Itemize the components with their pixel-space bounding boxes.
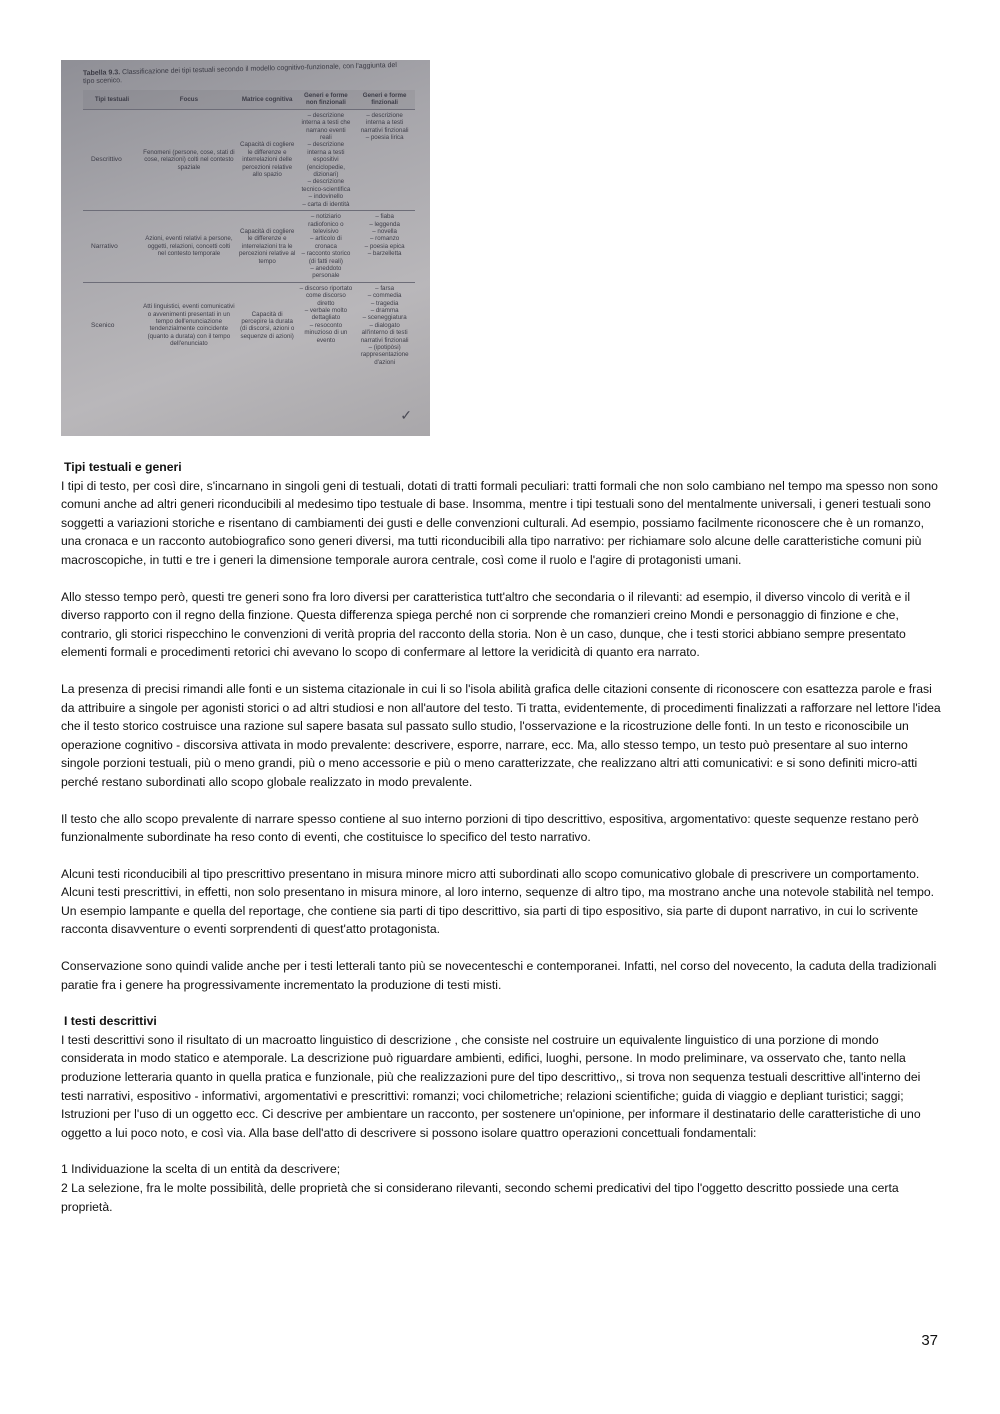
classification-table [83,90,415,368]
list-item: – descrizione tecnico-scientifica [301,178,351,193]
table-row [83,282,415,368]
list-item: – carta di identità [302,200,350,208]
table-header-cell: Tipi testuali [83,90,141,109]
table-row [83,109,415,210]
table-header-cell: Focus [141,90,237,109]
table-cell-non-finzionali [298,109,355,210]
table-caption-text: Classificazione dei tipi testuali secondo il modello cognitivo-funzionale, con l'aggiunta del tipo scenico. [83,61,397,86]
list-item: – dramma [370,306,399,314]
list-item: – novella [372,227,398,235]
paragraph-gap [61,570,941,588]
table-header-cell: Generi e forme non finzionali [298,90,355,109]
table-cell-type: Narrativo [83,211,141,283]
paragraph-gap [61,994,941,1012]
list-item: – indovinello [308,193,344,201]
table-cell-finzionali [354,109,415,210]
paragraph-gap [61,847,941,865]
paragraph: I testi descrittivi sono il risultato di un macroatto linguistico di descrizione , che consiste nel costruire un equivalente linguistico di una porzione di mondo considerata in modo statico e atemporale. La descrizione può riguardare ambienti, edifici, luoghi, persone. In modo preliminare, va osservato che, tanto nella produzione letteraria quanto in quella pratica e funzionale, più che realizzazioni pure del tipo descrittivo,, si trova non sequenza testuali descrittive all'interno dei testi narrativi, espositivo - informativi, argomentativi e prescrittivi: romanzi; voci chilometriche; relazioni scientifiche; guida di viaggio e depliant turistici; saggi; Istruzioni per l'uso di un oggetto ecc. Ci descrive per ambientare un racconto, per sostenere un'opinione, per informare il destinatario delle caratteristiche di uno oggetto a lui poco noto, e così via. Alla base dell'atto di descrivere si possono isolare quattro operazioni concettuali fondamentali: [61,1032,921,1140]
list-item: – descrizione interna a testi espositivi (enciclopedie, dizionari) [306,141,345,179]
paragraph: Allo stesso tempo però, questi tre generi sono fra loro diversi per caratteristica tutt'altro che secondaria o il rilevanti: ad esempio, il diverso vincolo di verità e il diverso rapporto con il regno della finzione. Questa differenza spiega perché non ci sorprende che romanzieri creino Mondi e personaggio di finzione e che, contrario, gli storici rispecchino le convenzioni di verità propria del racconto della storia. Non è un caso, dunque, che i testi storici abbiano sempre presentato elementi formali e procedimenti retorici chi avevano lo scopo di confermare al lettore la veridicità di quanto era narrato. [61,589,911,660]
table-cell-focus: Azioni, eventi relativi a persone, oggetti, relazioni, concetti colti nel contesto temporale [141,211,237,283]
table-cell-matrice: Capacità di cogliere le differenze e interrelazioni tra le percezioni relative al tempo [237,211,298,283]
table-header-row [83,90,415,109]
table-row [83,211,415,283]
paragraph: Alcuni testi riconducibili al tipo prescrittivo presentano in misura minore micro atti subordinati allo scopo comunicativo globale di prescrivere un comportamento. Alcuni testi prescrittivi, in effetti, non solo presentano in misura minore, al loro interno, sequenze di altro tipo, ma mostrano anche una notevole stabilità nel tempo. Un esempio lampante e quella del reportage, che contiene sia parti di tipo descrittivo, sia parti di tipo espositivo, sia parte di dupont narrativo, in cui lo scrivente racconta disavventure o eventi sorprendenti di quest'atto protagonista. [61,866,935,937]
list-item: – poesia epica [364,242,405,250]
list-item: – discorso riportato come discorso diretto [299,284,353,307]
document-body [61,458,941,1216]
table-cell-finzionali [354,211,415,283]
list-item: – leggenda [369,220,400,228]
numbered-list-item: 1 Individuazione la scelta di un entità da descrivere; [61,1162,341,1177]
table-cell-focus: Fenomeni (persone, cose, stati di cose, relazioni) colti nel contesto spaziale [143,148,235,171]
table-header-cell: Matrice cognitiva [237,90,298,109]
list-item: – dialogato all'interno di testi narrativi finzionali [360,321,409,344]
paragraph-gap [61,939,941,957]
page-number: 37 [921,1332,938,1349]
table-cell-type: Descrittivo [91,156,122,164]
list-item: – romanzo [370,235,400,243]
list-item: – tragedia [370,299,399,307]
list-item: – racconto storico (di fatti reali) [301,250,351,265]
numbered-list-item: 2 La selezione, fra le molte possibilità, delle proprietà che si considerano rilevanti, secondo schemi predicativi del tipo l'oggetto descritto possiede una certa proprietà. [61,1181,899,1214]
paragraph: La presenza di precisi rimandi alle fonti e un sistema citazionale in cui li so l'isola abilità grafica delle citazioni consente di riconoscere con esattezza parole e frasi da attribuire a singole per agonisti storici o ad altri studiosi e non all'autore del testo. Ti tratta, evidentemente, di procedimenti finalizzati a rafforzare nel lettore l'idea che il testo storico costruisce una razione sul sapere basata sul passato sullo studio, l'osservazione e la ricostruzione delle fonti. In un testo e riconoscibile un operazione cognitivo - discorsiva attivata in modo prevalente: descrivere, esporre, narrare, ecc. Ma, allo stesso tempo, un testo può presentare al suo interno singole porzioni testuali, più o meno grandi, più o meno accessorie e più o meno caratterizzate, che realizzano altri atti comunicativi: e si sono definiti micro-atti perché restano subordinati allo scopo globale realizzato in modo prevalente. [61,681,941,789]
list-item: – sceneggiatura [362,314,407,322]
list-item: – resoconto minuzioso di un evento [304,321,348,344]
list-item: – barzelletta [367,250,402,258]
table-caption [83,62,403,86]
table-cell-matrice: Capacità di cogliere le differenze e interrelazioni delle percezioni relative allo spazio [239,141,295,179]
paragraph: Conservazione sono quindi valide anche per i testi letterali tanto più se novecenteschi e contemporanei. Infatti, nel corso del novecento, la caduta della tradizionali paratie fra i genere ha progressivamente incrementato la produzione di testi misti. [61,959,937,992]
paragraph-gap [61,792,941,810]
list-item: – notiziario radiofonico o televisivo [308,213,344,235]
list-item: – (ipotipòsi) rappresentazione d'azioni [360,344,409,366]
list-item: – descrizione interna a testi che narrano eventi reali [301,111,351,142]
list-item: – farsa [375,284,395,292]
table-caption-prefix: Tabella 9.3. [82,69,121,78]
section-heading: Tipi testuali e generi [64,460,182,474]
list-item: – poesia lirica [365,134,404,142]
list-item: – aneddoto personale [310,264,342,280]
table-header-cell: Generi e forme finzionali [354,90,415,109]
table-cell-non-finzionali [298,211,355,283]
list-item: – commedia [367,292,402,300]
table-cell-type: Scenico [83,282,141,368]
list-item: – fiaba [375,213,394,221]
table-cell-matrice: Capacità di percepire la durata (di discorsi, azioni o sequenze di azioni) [237,282,298,368]
paragraph: Il testo che allo scopo prevalente di narrare spesso contiene al suo interno porzioni di tipo descrittivo, espositiva, argomentativo: queste sequenze restano però funzionalmente subordinate ha reso conto di eventi, che costituisce lo specifico del testo narrativo. [61,811,919,845]
paragraph-gap [61,1142,941,1160]
list-item: – descrizione interna a testi narrativi finzionali [360,111,409,134]
table-cell-non-finzionali [298,282,355,368]
list-item: – verbale molto dettagliato [304,306,348,322]
table-cell-focus: Atti linguistici, eventi comunicativi o avvenimenti presentati in un tempo dell'enunciazione tendenzialmente coincidente (quanto a durata) con il tempo dell'enunciato [141,282,237,368]
pencil-check-mark: ✓ [400,407,412,423]
list-item: – articolo di cronaca [310,235,342,250]
table-cell-finzionali [354,282,415,368]
paragraph-gap [61,662,941,680]
section-heading: I testi descrittivi [64,1014,157,1029]
textbook-table-photo [61,60,430,436]
paragraph: I tipi di testo, per così dire, s'incarnano in singoli geni di testuali, dotati di tratti formali peculiari: tratti formali che non solo cambiano nel tempo ma spesso non sono comuni anche ad altri generi riconducibili al medesimo tipo testuale di base. Insomma, mentre i tipi testuali sono del mentalmente universali, i generi testuali sono soggetti a variazioni storiche e risentano di cambiamenti dei gusti e delle convenzioni culturali. Ad esempio, possiamo facilmente riconoscere che è un romanzo, una cronaca e un racconto autobiografico sono generi diversi, ma tutti riconducibili alla tipo narrativo: per richiamare solo alcune delle caratteristiche comuni più macroscopiche, in tutti e tre i generi la dimensione temporale aurora centrale, così come il ruolo e l'agire di protagonisti umani. [61,478,938,567]
